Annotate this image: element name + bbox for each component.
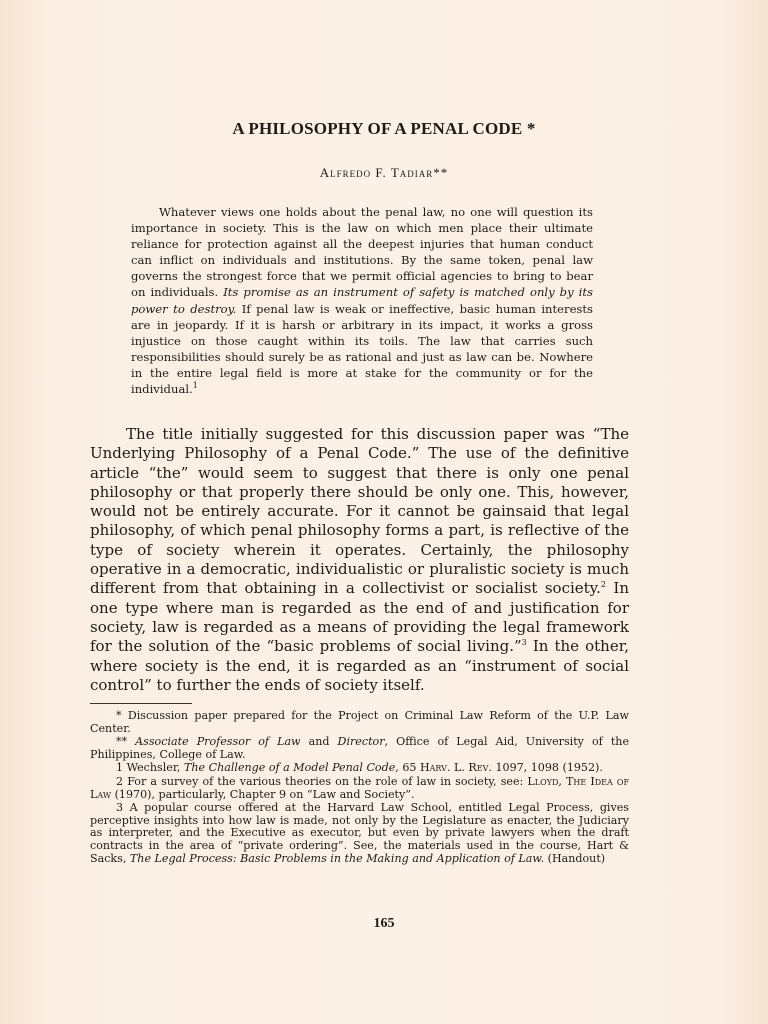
- footnote-divider: [90, 703, 192, 704]
- article-title: [0, 119, 768, 139]
- footnote-star: * Discussion paper prepared for the Project on Criminal Law Reform of the U.P. Law Center.: [90, 709, 629, 735]
- author-line: [0, 165, 768, 181]
- footnote-ref-1: 1: [192, 381, 198, 391]
- footnote-3: 3 A popular course offered at the Harvard Law School, entitled Legal Process, gives perceptive insights into how law is made, not only by the Legislature as enacter, the Judiciary as interpreter, and the Executive as executor, but even by private lawyers when the draft contracts in the area of “private ordering”. See, the materials used in the course, Hart & Sacks, The Legal Process: Basic Problems in the Making and Application of Law. (Handout): [90, 801, 629, 865]
- abstract-paragraph: Whatever views one holds about the penal law, no one will question its importance in society. This is the law on which men place their ultimate reliance for protection against all the deepest injuries that human conduct can inflict on individuals and institutions. By the same token, penal law governs the strongest force that we permit official agencies to bring to bear on individuals. Its promise as an instrument of safety is matched only by its power to destroy. If penal law is weak or ineffective, basic human interests are in jeopardy. If it is harsh or arbitrary in its impact, it works a gross injustice on those caught within its toils. The law that carries such responsibilities should surely be as rational and just as law can be. Nowhere in the entire legal field is more at stake for the community or for the individual.$^1$: [131, 205, 593, 397]
- footnote-2: 2 For a survey of the various theories on the role of law in society, see: Lloyd, The Idea of Law (1970), particularly, Chapter 9 on “Law and Society”.: [90, 774, 629, 801]
- footnotes: [90, 710, 629, 866]
- page-number: 165: [373, 916, 395, 931]
- author-name: Alfredo F. Tadiar: [319, 165, 434, 180]
- footnote-1: 1 Wechsler, The Challenge of a Model Penal Code, 65 Harv. L. Rev. 1097, 1098 (1952).: [116, 761, 603, 775]
- body-text: [90, 425, 629, 695]
- author-footnote-mark: **: [433, 165, 449, 180]
- footnote-ref-3: 3: [521, 638, 527, 648]
- footnote-double-star: ** Associate Professor of Law and Director, Office of Legal Aid, University of the Philippines, College of Law.: [90, 735, 630, 761]
- abstract-italic-sentence: Its promise as an instrument of safety is matched only by its power to destroy.: [131, 285, 593, 316]
- body-paragraph: The title initially suggested for this discussion paper was “The Underlying Philosophy of a Penal Code.” The use of the definitive article “the” would seem to suggest that there is only one penal philosophy or that properly there should be only one. This, however, would not be entirely accurate. For it cannot be gainsaid that legal philosophy, of which penal philosophy forms a part, is reflective of the type of society wherein it operates. Certainly, the philosophy operative in a democratic, individualistic or pluralistic society is much different from that obtaining in a collectivist or socialist society.$^2$ In one type where man is regarded as the end of and justification for society, law is regarded as a means of providing the legal framework for the solution of the “basic problems of social living.”$^3$ In the other, where society is the end, it is regarded as an “instrument of social control” to further the ends of society itself.: [90, 425, 629, 694]
- footnote-ref-2: 2: [600, 580, 607, 590]
- title-text: A PHILOSOPHY OF A PENAL CODE: [232, 119, 523, 138]
- epigraph-abstract: [131, 204, 593, 397]
- title-footnote-mark: *: [522, 119, 536, 138]
